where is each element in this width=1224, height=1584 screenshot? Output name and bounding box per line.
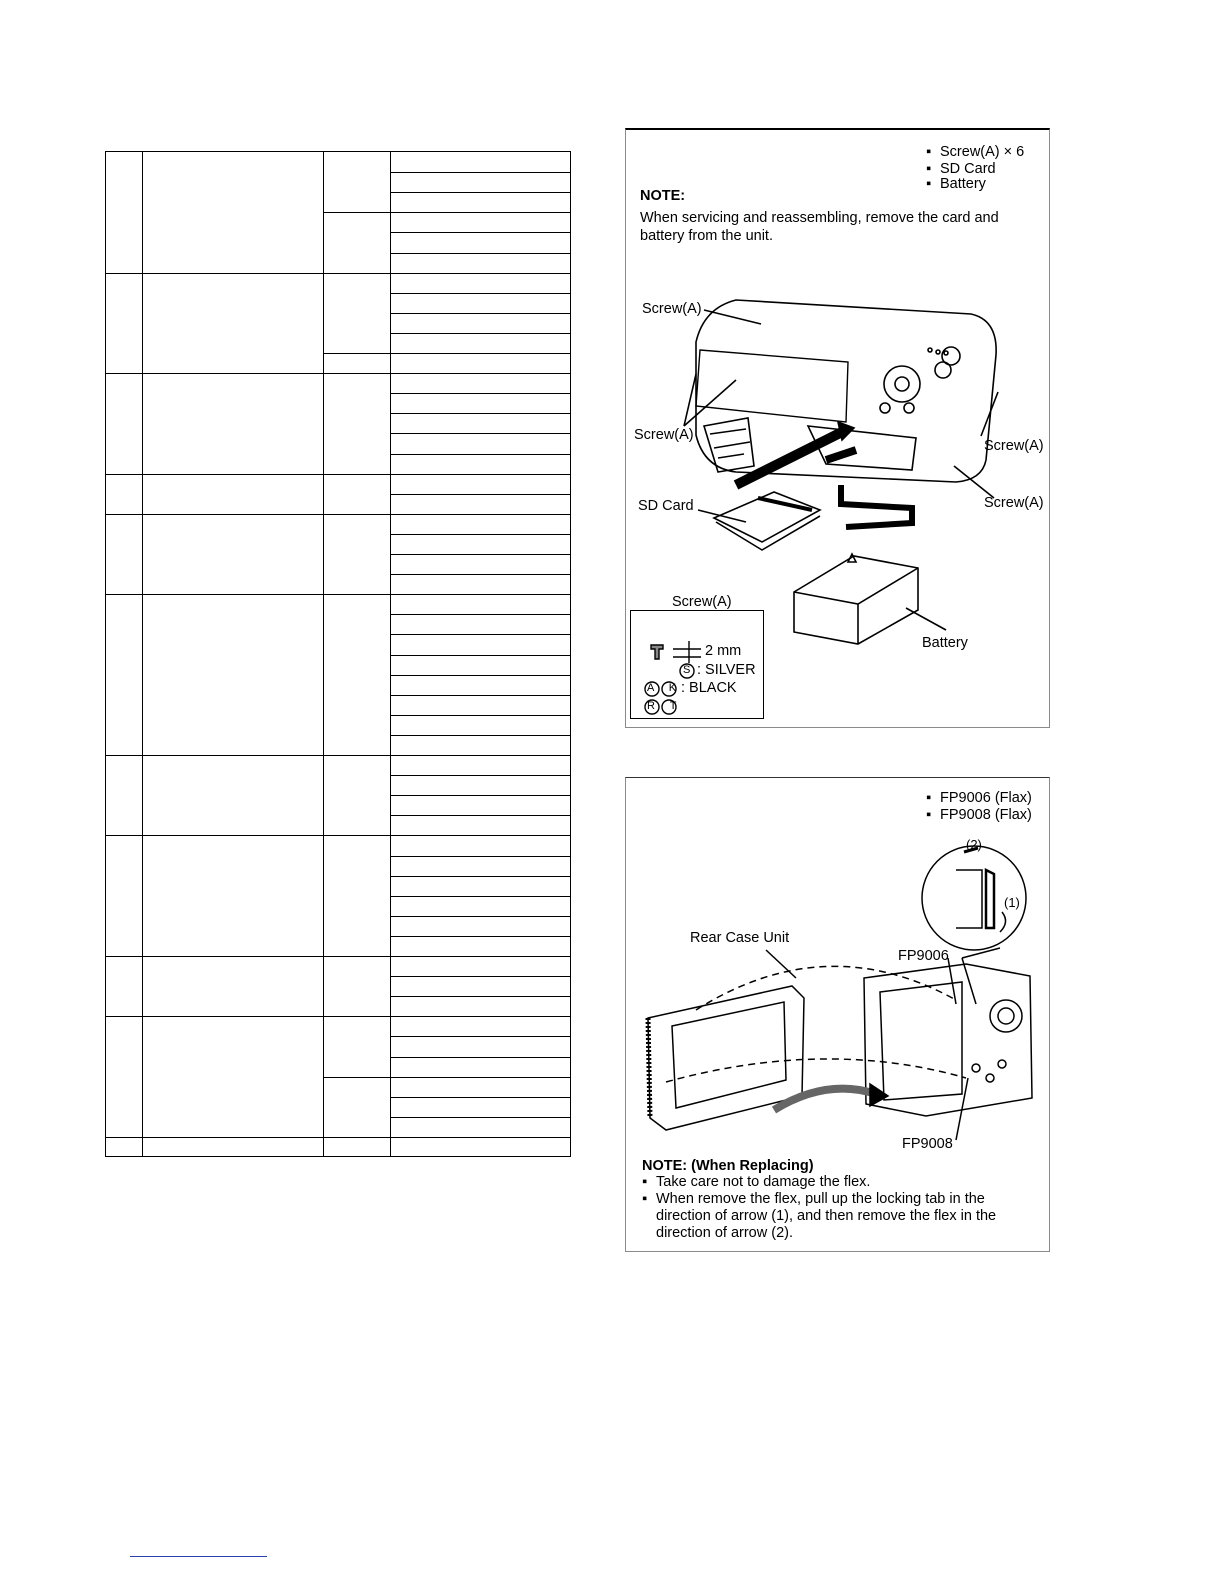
- note-bullet-continuation: direction of arrow (1), and then remove the flex in the: [656, 1208, 997, 1224]
- black-label: : BLACK: [681, 680, 737, 696]
- note-line: When servicing and reassembling, remove the card and: [640, 210, 999, 226]
- black-marks: A K: [647, 682, 683, 694]
- table-row-divider: [106, 1016, 570, 1017]
- screw-length: 2 mm: [705, 643, 742, 659]
- table-row-divider: [390, 454, 570, 455]
- table-row-divider: [390, 253, 570, 254]
- arrow-label: (1): [1004, 895, 1020, 910]
- callout-screw: Screw(A): [634, 427, 694, 443]
- table-row-divider: [106, 1137, 570, 1138]
- table-row-divider: [323, 212, 570, 213]
- removal-item: ▪ Battery: [926, 176, 986, 192]
- table-row-divider: [390, 433, 570, 434]
- removal-item: ▪ SD Card: [926, 161, 996, 177]
- footer-link-underline[interactable]: [130, 1556, 267, 1557]
- callout-fp9006: FP9006: [898, 948, 949, 964]
- table-row-divider: [390, 413, 570, 414]
- table-row-divider: [390, 675, 570, 676]
- table-row-divider: [390, 172, 570, 173]
- table-row-divider: [106, 594, 570, 595]
- table-row-divider: [390, 655, 570, 656]
- note-bullet-continuation: direction of arrow (2).: [656, 1225, 793, 1241]
- table-row-divider: [390, 896, 570, 897]
- table-row-divider: [390, 976, 570, 977]
- table-row-divider: [390, 795, 570, 796]
- callout-rear-case: Rear Case Unit: [690, 930, 790, 946]
- step-panel-rear-case: [625, 777, 1050, 1252]
- table-row-divider: [106, 835, 570, 836]
- note-bullet: ▪ Take care not to damage the flex.: [642, 1174, 871, 1190]
- callout-fp9008: FP9008: [902, 1136, 953, 1152]
- table-column-divider: [390, 152, 391, 1156]
- table-row-divider: [390, 936, 570, 937]
- table-row-divider: [390, 735, 570, 736]
- callout-screw: Screw(A): [642, 301, 702, 317]
- table-row-divider: [390, 1117, 570, 1118]
- table-row-divider: [390, 856, 570, 857]
- table-row-divider: [390, 614, 570, 615]
- table-row-divider: [390, 876, 570, 877]
- table-row-divider: [390, 1057, 570, 1058]
- disassembly-table: [105, 151, 571, 1157]
- table-row-divider: [390, 192, 570, 193]
- note-line: battery from the unit.: [640, 228, 773, 244]
- note-title: NOTE:: [640, 188, 686, 204]
- table-row-divider: [106, 474, 570, 475]
- screw-legend-title: Screw(A): [672, 594, 732, 610]
- arrow-label: (2): [966, 837, 982, 852]
- callout-screw: Screw(A): [984, 495, 1044, 511]
- table-row-divider: [390, 715, 570, 716]
- table-column-divider: [323, 152, 324, 1156]
- table-row-divider: [390, 1097, 570, 1098]
- note-title: NOTE: (When Replacing): [642, 1158, 814, 1174]
- table-row-divider: [390, 996, 570, 997]
- table-row-divider: [106, 373, 570, 374]
- callout-sd-card: SD Card: [638, 498, 694, 514]
- table-row-divider: [390, 313, 570, 314]
- screw-legend: [630, 610, 764, 719]
- table-row-divider: [106, 755, 570, 756]
- table-row-divider: [390, 333, 570, 334]
- table-row-divider: [390, 1036, 570, 1037]
- table-column-divider: [142, 152, 143, 1156]
- table-row-divider: [390, 494, 570, 495]
- removal-item: ▪ FP9008 (Flax): [926, 807, 1032, 823]
- other-marks: R T: [647, 700, 683, 712]
- table-row-divider: [390, 815, 570, 816]
- table-row-divider: [390, 574, 570, 575]
- silver-mark: S: [683, 664, 691, 676]
- table-row-divider: [390, 393, 570, 394]
- table-row-divider: [390, 293, 570, 294]
- table-row-divider: [390, 554, 570, 555]
- table-row-divider: [390, 634, 570, 635]
- removal-item: ▪ FP9006 (Flax): [926, 790, 1032, 806]
- table-row-divider: [106, 273, 570, 274]
- callout-battery: Battery: [922, 635, 968, 651]
- silver-label: : SILVER: [697, 662, 756, 678]
- table-row-divider: [390, 695, 570, 696]
- table-row-divider: [390, 775, 570, 776]
- callout-screw: Screw(A): [984, 438, 1044, 454]
- table-row-divider: [390, 916, 570, 917]
- table-row-divider: [106, 514, 570, 515]
- table-row-divider: [323, 1077, 570, 1078]
- table-row-divider: [106, 956, 570, 957]
- table-row-divider: [323, 353, 570, 354]
- note-bullet: ▪ When remove the flex, pull up the locking tab in the: [642, 1191, 985, 1207]
- table-row-divider: [390, 232, 570, 233]
- table-row-divider: [390, 534, 570, 535]
- removal-item: ▪ Screw(A) × 6: [926, 144, 1025, 160]
